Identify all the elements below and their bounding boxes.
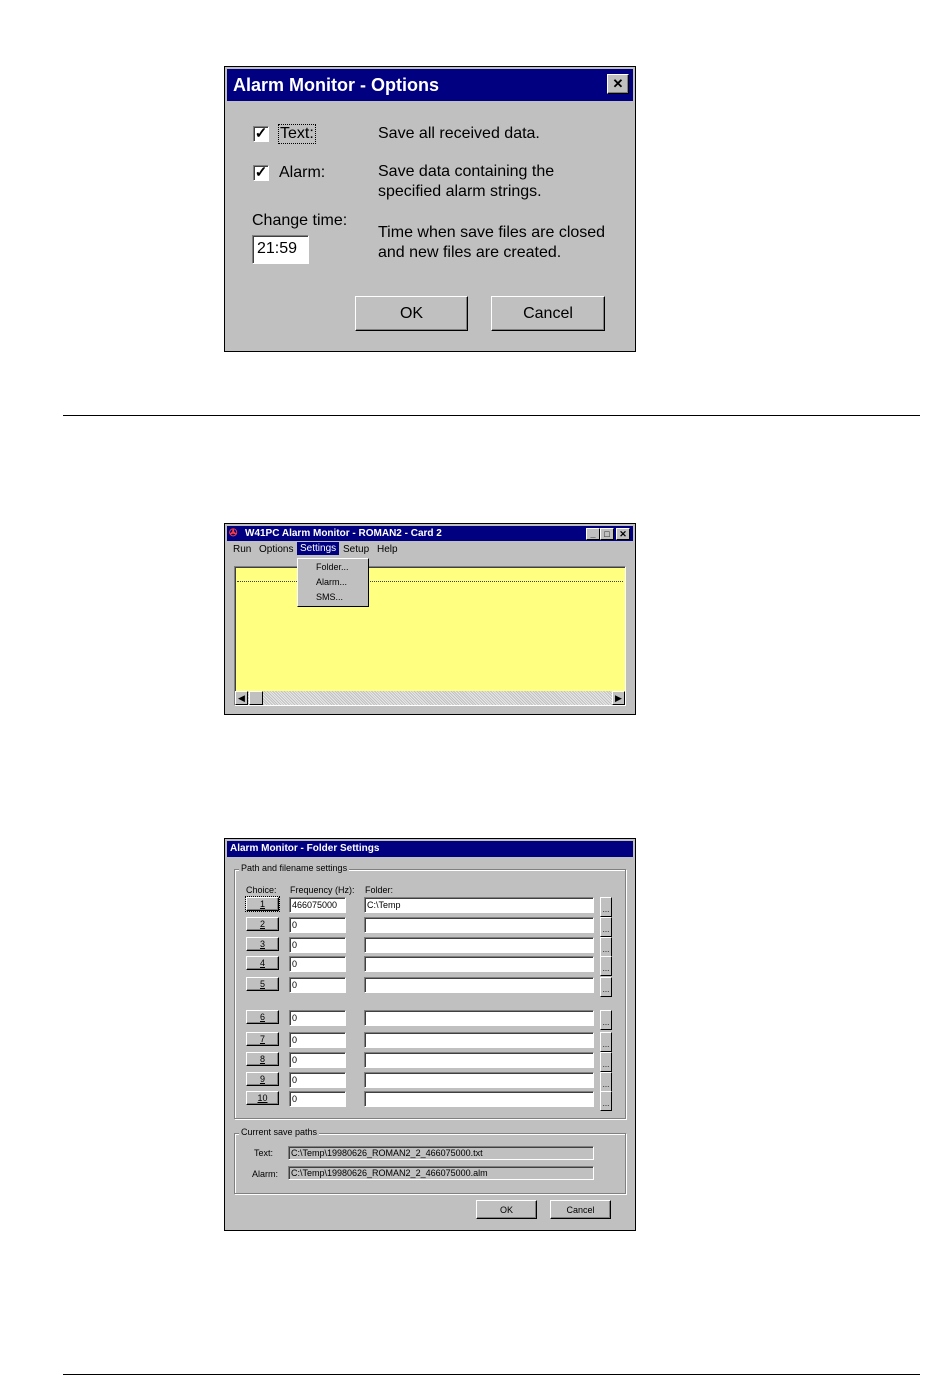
choice-button-1[interactable]: 1	[246, 897, 279, 911]
folder-input-7[interactable]	[364, 1032, 594, 1048]
browse-button-6[interactable]: ...	[600, 1010, 612, 1030]
frequency-input-2[interactable]: 0	[289, 917, 346, 933]
change-time-description-line2: and new files are created.	[378, 244, 562, 261]
minimize-icon[interactable]: _	[586, 528, 600, 540]
frequency-input-8[interactable]: 0	[289, 1052, 346, 1068]
folder-dialog-titlebar	[227, 841, 633, 857]
text-path-field: C:\Temp\19980626_ROMAN2_2_466075000.txt	[288, 1146, 594, 1160]
choice-button-8[interactable]: 8	[246, 1052, 279, 1066]
menu-item-folder[interactable]: Folder...	[316, 562, 349, 572]
browse-button-5[interactable]: ...	[600, 977, 612, 997]
frequency-input-1[interactable]: 466075000	[289, 897, 346, 913]
browse-button-4[interactable]: ...	[600, 956, 612, 976]
choice-button-9[interactable]: 9	[246, 1072, 279, 1086]
monitor-window	[224, 523, 636, 715]
menu-options[interactable]: Options	[259, 544, 294, 555]
options-dialog-title: Alarm Monitor - Options	[233, 75, 439, 95]
folder-input-4[interactable]	[364, 956, 594, 972]
folder-cancel-button[interactable]: Cancel	[550, 1200, 611, 1219]
options-dialog	[224, 66, 636, 352]
horizontal-scrollbar[interactable]	[235, 691, 625, 705]
menu-run[interactable]: Run	[233, 544, 252, 555]
log-dotted-line	[237, 581, 623, 582]
frequency-input-6[interactable]: 0	[289, 1010, 346, 1026]
choice-button-10[interactable]: 10	[246, 1091, 279, 1105]
folder-input-3[interactable]	[364, 937, 594, 953]
browse-button-2[interactable]: ...	[600, 917, 612, 937]
browse-button-9[interactable]: ...	[600, 1072, 612, 1092]
monitor-title: W41PC Alarm Monitor - ROMAN2 - Card 2	[245, 528, 442, 539]
menu-item-alarm[interactable]: Alarm...	[316, 577, 348, 587]
ok-button[interactable]: OK	[355, 296, 468, 331]
maximize-icon[interactable]: □	[600, 528, 614, 540]
browse-button-7[interactable]: ...	[600, 1032, 612, 1052]
menu-item-sms[interactable]: SMS...	[316, 592, 344, 602]
settings-dropdown	[297, 558, 369, 607]
browse-button-3[interactable]: ...	[600, 937, 612, 957]
frequency-input-9[interactable]: 0	[289, 1072, 346, 1088]
frequency-input-7[interactable]: 0	[289, 1032, 346, 1048]
folder-input-9[interactable]	[364, 1072, 594, 1088]
frequency-input-4[interactable]: 0	[289, 956, 346, 972]
menu-setup[interactable]: Setup	[343, 544, 370, 555]
alarm-checkbox[interactable]: ✓	[254, 164, 268, 181]
cancel-button[interactable]: Cancel	[491, 296, 605, 331]
choice-button-6[interactable]: 6	[246, 1010, 279, 1024]
folder-input-5[interactable]	[364, 977, 594, 993]
folder-input-2[interactable]	[364, 917, 594, 933]
divider-line	[63, 415, 920, 416]
monitor-titlebar	[227, 526, 633, 541]
text-checkbox[interactable]: ✓	[254, 125, 268, 142]
scroll-right-icon[interactable]: ▶	[612, 691, 625, 705]
alarm-checkbox-label: Alarm:	[279, 164, 326, 181]
scroll-thumb[interactable]	[249, 691, 263, 705]
log-area[interactable]	[234, 566, 626, 706]
app-icon: ✇	[229, 528, 238, 539]
path-settings-group-label: Path and filename settings	[241, 863, 348, 873]
close-icon[interactable]: ✕	[607, 74, 629, 94]
frequency-input-10[interactable]: 0	[289, 1091, 346, 1107]
choice-button-3[interactable]: 3	[246, 937, 279, 951]
footer-line	[63, 1374, 920, 1375]
folder-input-8[interactable]	[364, 1052, 594, 1068]
current-paths-group	[234, 1133, 626, 1194]
scroll-left-icon[interactable]: ◀	[235, 691, 248, 705]
choice-button-2[interactable]: 2	[246, 917, 279, 931]
alarm-path-field: C:\Temp\19980626_ROMAN2_2_466075000.alm	[288, 1166, 594, 1180]
choice-button-5[interactable]: 5	[246, 977, 279, 991]
folder-dialog-title: Alarm Monitor - Folder Settings	[230, 843, 380, 854]
menu-help[interactable]: Help	[377, 544, 398, 555]
options-dialog-titlebar	[227, 69, 633, 101]
browse-button-10[interactable]: ...	[600, 1091, 612, 1111]
folder-ok-button[interactable]: OK	[476, 1200, 537, 1219]
folder-input-6[interactable]	[364, 1010, 594, 1026]
change-time-description-line1: Time when save files are closed	[378, 224, 606, 241]
text-path-label: Text:	[254, 1148, 274, 1158]
frequency-input-5[interactable]: 0	[289, 977, 346, 993]
folder-input-10[interactable]	[364, 1091, 594, 1107]
close-icon[interactable]: ✕	[616, 528, 630, 540]
frequency-input-3[interactable]: 0	[289, 937, 346, 953]
alarm-description-line1: Save data containing the	[378, 163, 555, 180]
alarm-path-label: Alarm:	[252, 1169, 279, 1179]
folder-input-1[interactable]: C:\Temp	[364, 897, 594, 913]
current-paths-group-label: Current save paths	[241, 1127, 318, 1137]
browse-button-8[interactable]: ...	[600, 1052, 612, 1072]
menu-settings[interactable]: Settings	[297, 542, 339, 555]
choice-column-header: Choice:	[246, 885, 277, 895]
text-description: Save all received data.	[378, 125, 540, 142]
frequency-column-header: Frequency (Hz):	[290, 885, 355, 895]
choice-button-7[interactable]: 7	[246, 1032, 279, 1046]
folder-settings-dialog	[224, 838, 636, 1231]
folder-column-header: Folder:	[365, 885, 394, 895]
text-checkbox-label: Text:	[280, 125, 314, 142]
change-time-label: Change time:	[252, 212, 348, 229]
alarm-description-line2: specified alarm strings.	[378, 183, 542, 200]
browse-button-1[interactable]: ...	[600, 897, 612, 917]
choice-button-4[interactable]: 4	[246, 956, 279, 970]
change-time-input[interactable]: 21:59	[252, 235, 309, 264]
